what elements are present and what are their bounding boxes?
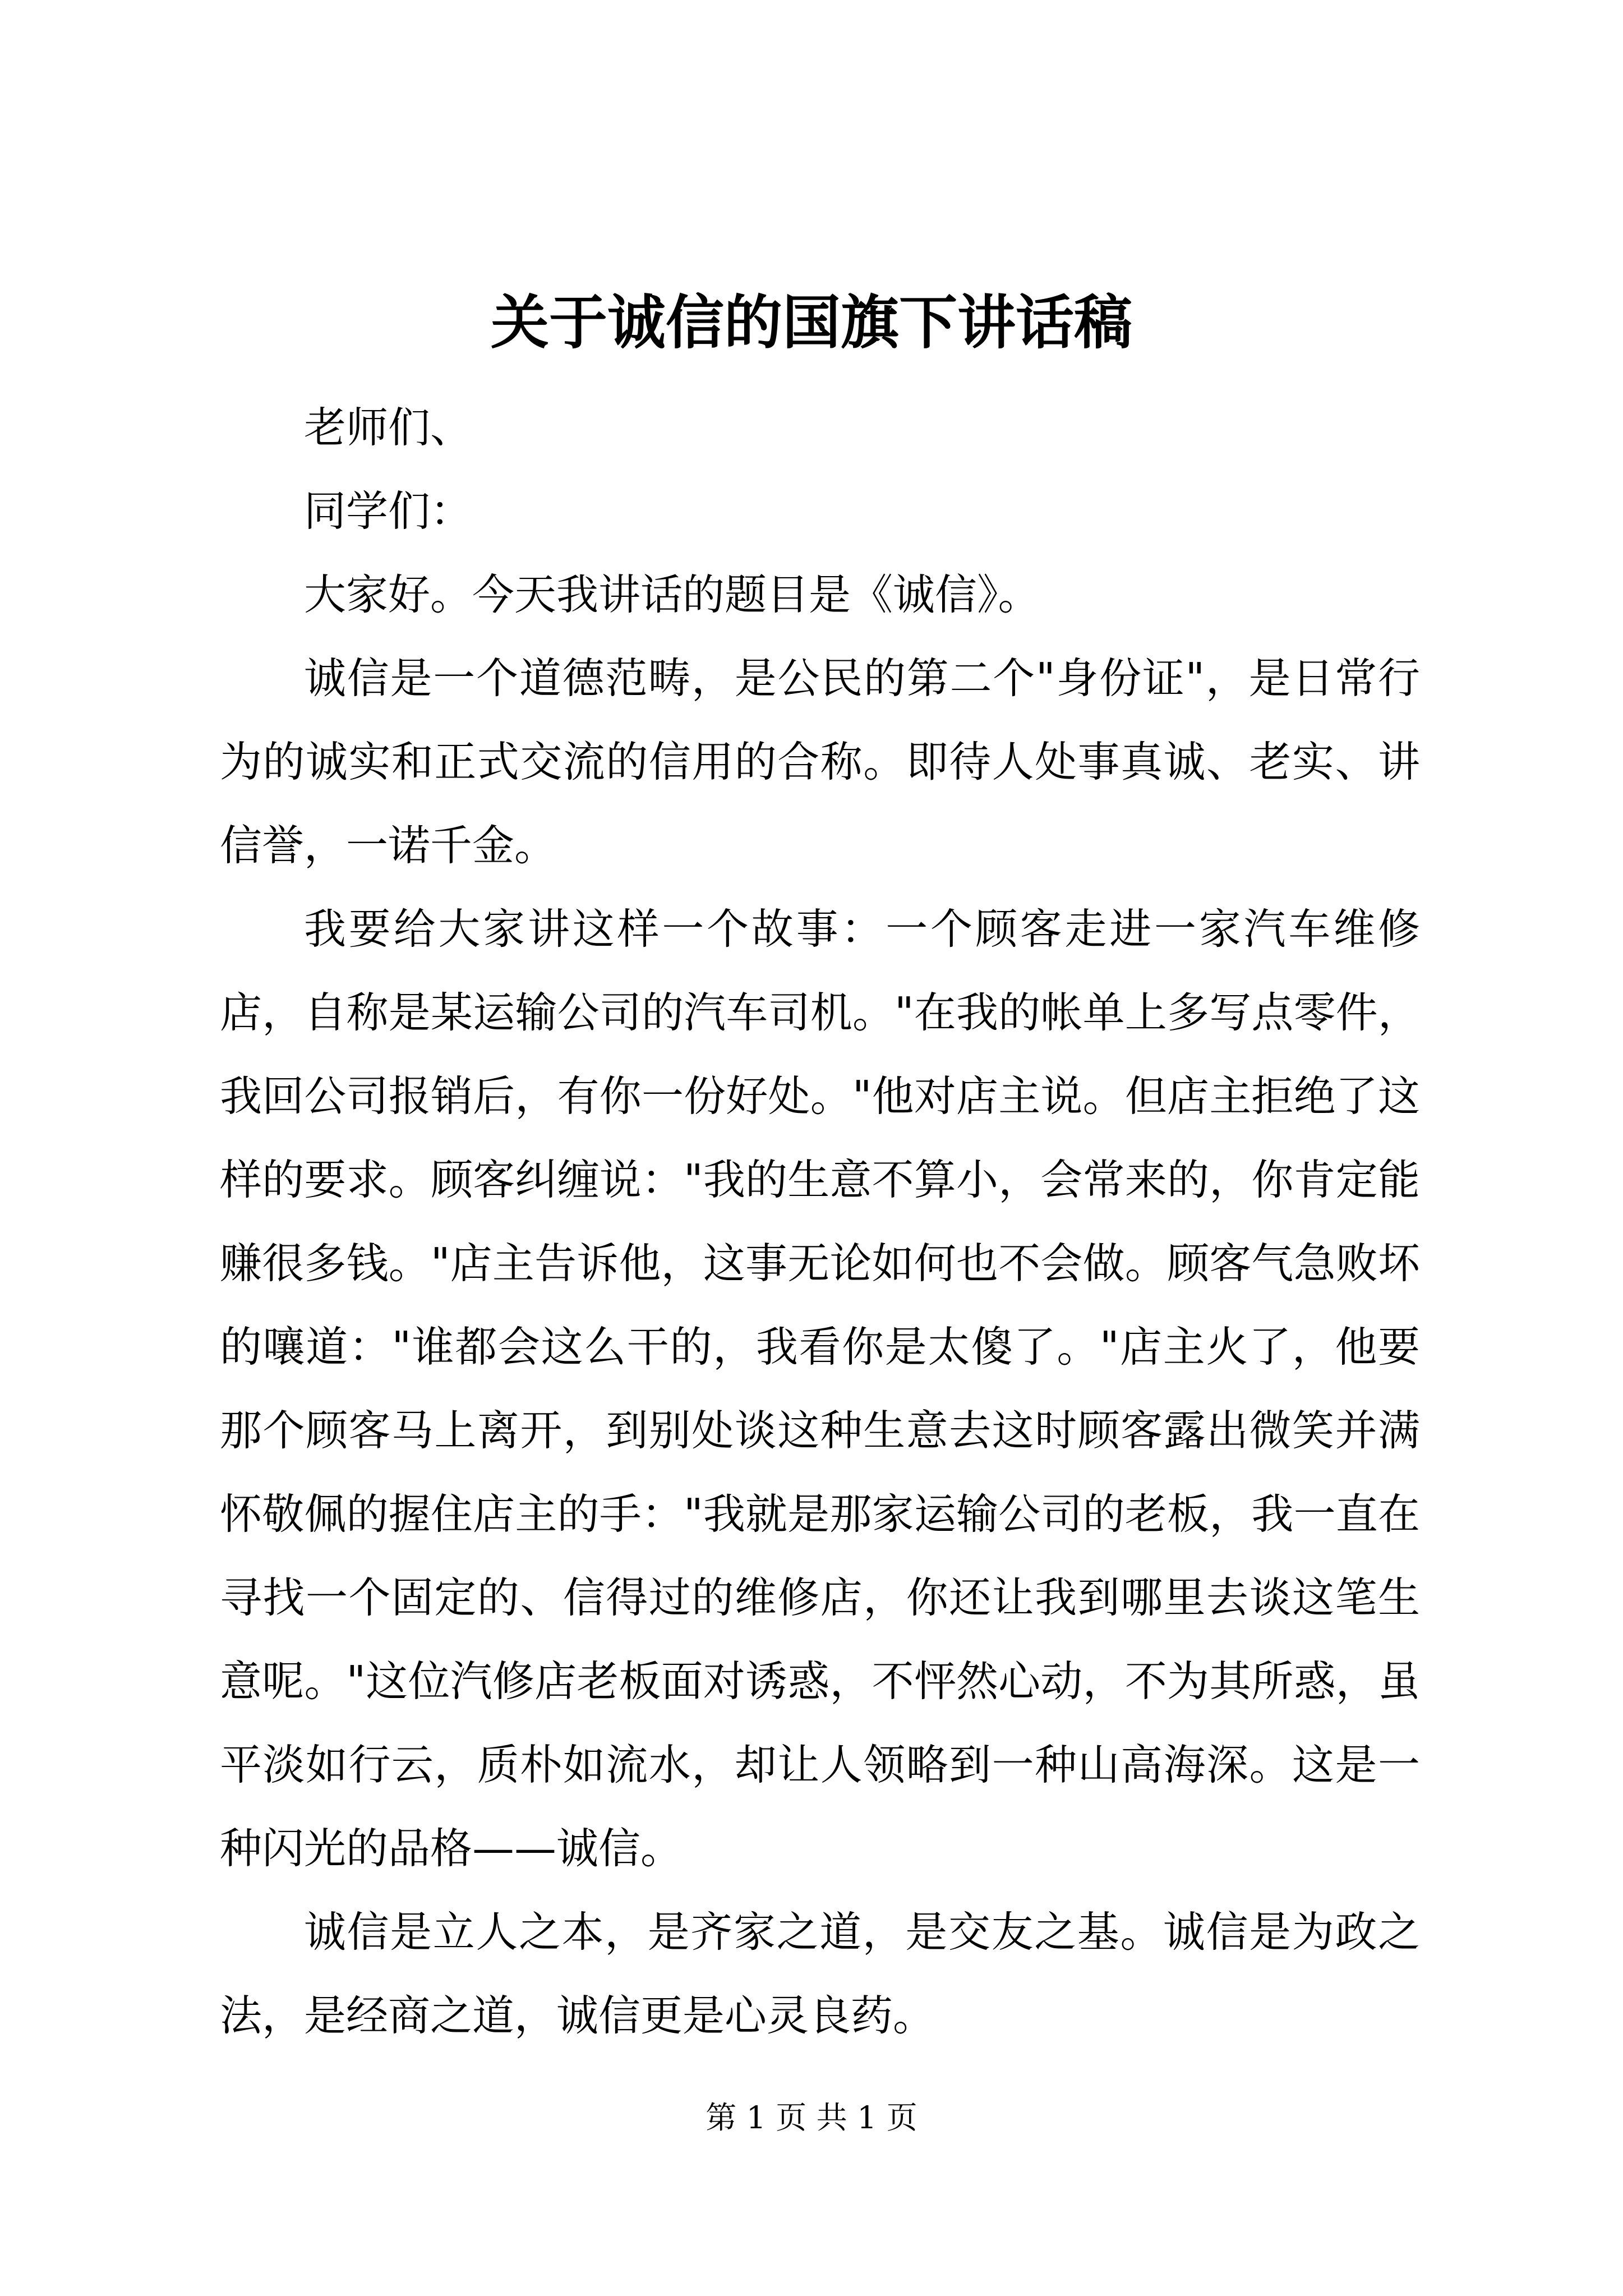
paragraph-salutation-students: 同学们： bbox=[304, 486, 473, 536]
document-body bbox=[220, 386, 1420, 2058]
page-number-footer: 第 1 页 共 1 页 bbox=[706, 2100, 917, 2136]
paragraph-greeting: 大家好。今天我讲话的题目是《诚信》。 bbox=[304, 570, 1040, 619]
paragraph-story: 我要给大家讲这样一个故事：一个顾客走进一家汽车维修店，自称是某运输公司的汽车司机。"在我的帐单上多写点零件，我回公司报销后，有你一份好处。"他对店主说。但店主拒绝了这样的要求。顾客纠缠说："我的生意不算小，会常来的，你肯定能赚很多钱。"店主告诉他，这事无论如何也不会做。顾客气急败坏的嚷道："谁都会这么干的，我看你是太傻了。"店主火了，他要那个顾客马上离开，到别处谈这种生意去这时顾客露出微笑并满怀敬佩的握住店主的手："我就是那家运输公司的老板，我一直在寻找一个固定的、信得过的维修店，你还让我到哪里去谈这笔生意呢。"这位汽修店老板面对诱惑，不怦然心动，不为其所惑，虽平淡如行云，质朴如流水，却让人领略到一种山高海深。这是一种闪光的品格——诚信。 bbox=[220, 904, 1420, 1873]
paragraph-definition: 诚信是一个道德范畴，是公民的第二个"身份证"，是日常行为的诚实和正式交流的信用的合称。即待人处事真诚、老实、讲信誉，一诺千金。 bbox=[220, 654, 1420, 870]
paragraph-conclusion: 诚信是立人之本，是齐家之道，是交友之基。诚信是为政之法，是经商之道，诚信更是心灵良药。 bbox=[220, 1907, 1420, 2040]
document-title: 关于诚信的国旗下讲话稿 bbox=[490, 288, 1132, 357]
paragraph-salutation-teachers: 老师们、 bbox=[304, 403, 473, 452]
